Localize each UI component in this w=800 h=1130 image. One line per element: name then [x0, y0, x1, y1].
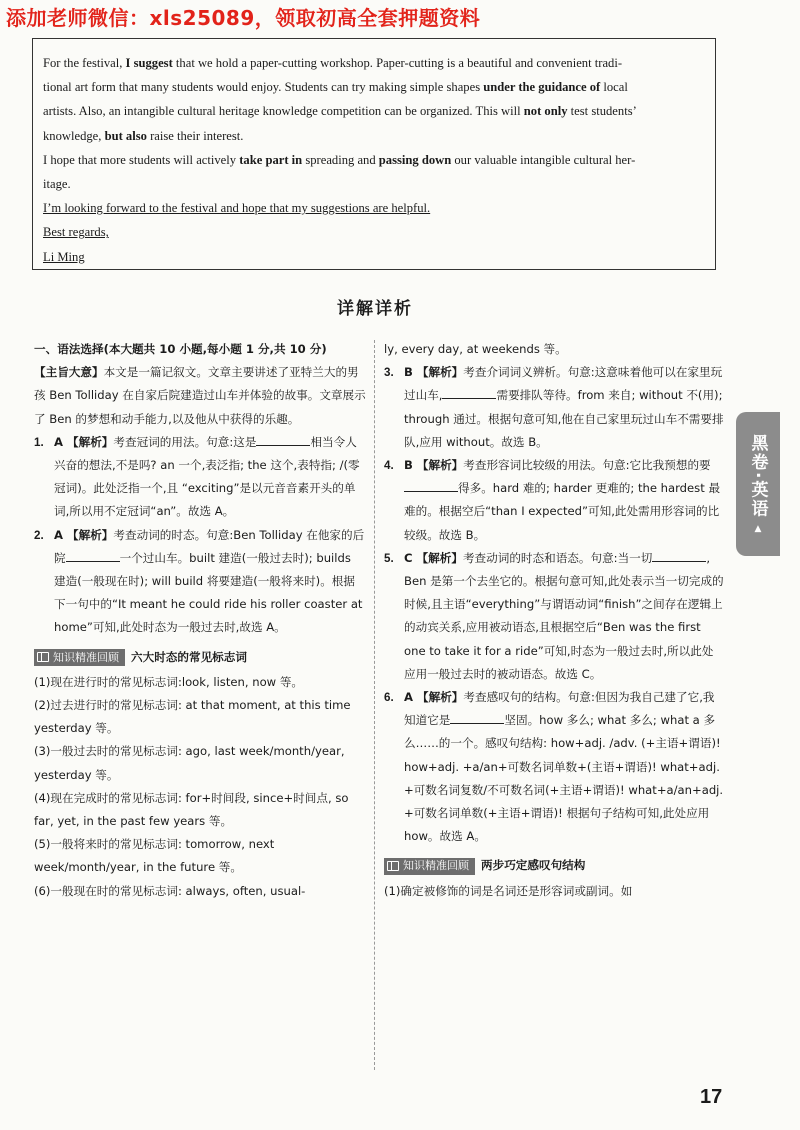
letter-line: artists. Also, an intangible cultural heritage knowledge competition can be organized. This will not only test students’: [43, 104, 637, 119]
letter-line: itage.: [43, 177, 71, 192]
knowledge-review-header: 知识精准回顾 两步巧定感叹句结构: [384, 854, 724, 877]
tense-item: (1)现在进行时的常见标志词:look, listen, now 等。: [34, 674, 304, 689]
part-heading: 一、语法选择(本大题共 10 小题,每小题 1 分,共 10 分): [34, 342, 327, 356]
letter-line: I hope that more students will actively take part in spreading and passing down our valuable intangible cultural her-: [43, 152, 636, 167]
tense-item: (6)一般现在时的常见标志词: always, often, usual-: [34, 883, 306, 898]
triangle-icon: ▲: [754, 524, 762, 535]
knowledge-review-header: 知识精准回顾 六大时态的常见标志词: [34, 646, 366, 669]
answer-item-3: 3. B 【解析】考查介词词义辨析。句意:这意味着他可以在家里玩过山车, 需要排队等待。from 来自; without 不(用); through 通过。根据句意可知,他在自己家里玩过山车不需要排队,应用 without。故选 B。: [384, 365, 724, 449]
answer-item-6: 6. A 【解析】考查感叹句的结构。句意:但因为我自己建了它,我知道它是 坚固。how 多么; what 多么; what a 多么……的一个。感叹句结构: how+adj. /adv. (+主语+谓语)! how+adj. +a/an+可数名词单数+(主语+谓语)! what+adj. +可数名词复数/不可数名词(+主语+谓语)! what+a/an+adj. +可数名词单数(+主语+谓语)! 根据句子结构可知,此处应用 how。故选 A。: [384, 690, 724, 844]
right-column: [384, 338, 724, 903]
section-title: 详解详析: [337, 299, 413, 319]
column-divider: [374, 340, 375, 1070]
gist-paragraph: 【主旨大意】本文是一篇记叙文。文章主要讲述了亚特兰大的男孩 Ben Tolliday 在自家后院建造过山车并体验的故事。文章展示了 Ben 的梦想和动手能力,以及他从中获得的乐趣。: [34, 365, 366, 426]
blank-line: [442, 386, 496, 399]
tense-item: (5)一般将来时的常见标志词: tomorrow, next week/month/year, in the future 等。: [34, 837, 275, 875]
book-icon: [387, 861, 399, 871]
page-number: 17: [700, 1086, 723, 1108]
letter-line: tional art form that many students would enjoy. Students can try making simple shapes under the guidance of local: [43, 80, 628, 95]
answer-item-5: 5. C 【解析】考查动词的时态和语态。句意:当一切 , Ben 是第一个去坐它的。根据句意可知,此处表示当一切完成的时候,且主语“everything”与谓语动词“finish”之间存在逻辑上的动宾关系,应用被动语态,且根据空后“Ben was the first one to take it for a ride”可知,时态为一般过去时,所以此处应用一般过去时的被动语态。故选 C。: [384, 550, 724, 681]
answer-item-4: 4. B 【解析】考查形容词比较级的用法。句意:它比我预想的要得多。hard 难的; harder 更难的; the hardest 最难的。根据空后“than I expected”可知,此处需用形容词的比较级。故选 B。: [384, 458, 721, 542]
knowledge-tag: 知识精准回顾: [384, 858, 475, 875]
knowledge-tag: 知识精准回顾: [34, 649, 125, 666]
letter-line: knowledge, but also raise their interest.: [43, 128, 244, 143]
letter-line: I’m looking forward to the festival and hope that my suggestions are helpful.: [43, 201, 431, 216]
letter-signature: Li Ming: [43, 249, 85, 264]
blank-line: [66, 549, 120, 562]
blank-line: [450, 711, 504, 724]
answer-item-1: 1. A 【解析】考查冠词的用法。句意:这是 相当令人兴奋的想法,不是吗? an 一个,表泛指; the 这个,表特指; /(零冠词)。此处泛指一个,且 “exciting”是以元音音素开头的单词,所以用不定冠词“an”。故选 A。: [34, 434, 360, 519]
tense-item: (3)一般过去时的常见标志词: ago, last week/month/year, yesterday 等。: [34, 744, 345, 782]
letter-closing: Best regards,: [43, 225, 109, 240]
watermark-text: 添加老师微信：xls25089，领取初高全套押题资料: [6, 6, 481, 30]
tense-item: (4)现在完成时的常见标志词: for+时间段, since+时间点, so far, yet, in the past few years 等。: [34, 790, 349, 829]
exclamation-step: (1)确定被修饰的词是名词还是形容词或副词。如: [384, 883, 633, 898]
left-column: [34, 338, 366, 903]
letter-box: [32, 38, 716, 270]
continued-text: ly, every day, at weekends 等。: [384, 342, 567, 356]
side-tab: 黑卷·英语 ▲: [736, 412, 780, 556]
blank-line: [652, 549, 706, 562]
book-icon: [37, 652, 49, 662]
letter-line: For the festival, I suggest that we hold a paper-cutting workshop. Paper-cutting is a beautiful and convenient tradi-: [43, 56, 623, 70]
tense-item: (2)过去进行时的常见标志词: at that moment, at this time yesterday 等。: [34, 698, 351, 736]
blank-line: [404, 479, 458, 492]
answer-item-2: 2. A 【解析】考查动词的时态。句意:Ben Tolliday 在他家的后院 一个过山车。built 建造(一般过去时); builds 建造(一般现在时); will build 将要建造(一般将来时)。根据下一句中的“It meant he could ride his roller coaster at home”可知,此处时态为一般过去时,故选 A。: [34, 527, 365, 635]
blank-line: [256, 433, 310, 446]
